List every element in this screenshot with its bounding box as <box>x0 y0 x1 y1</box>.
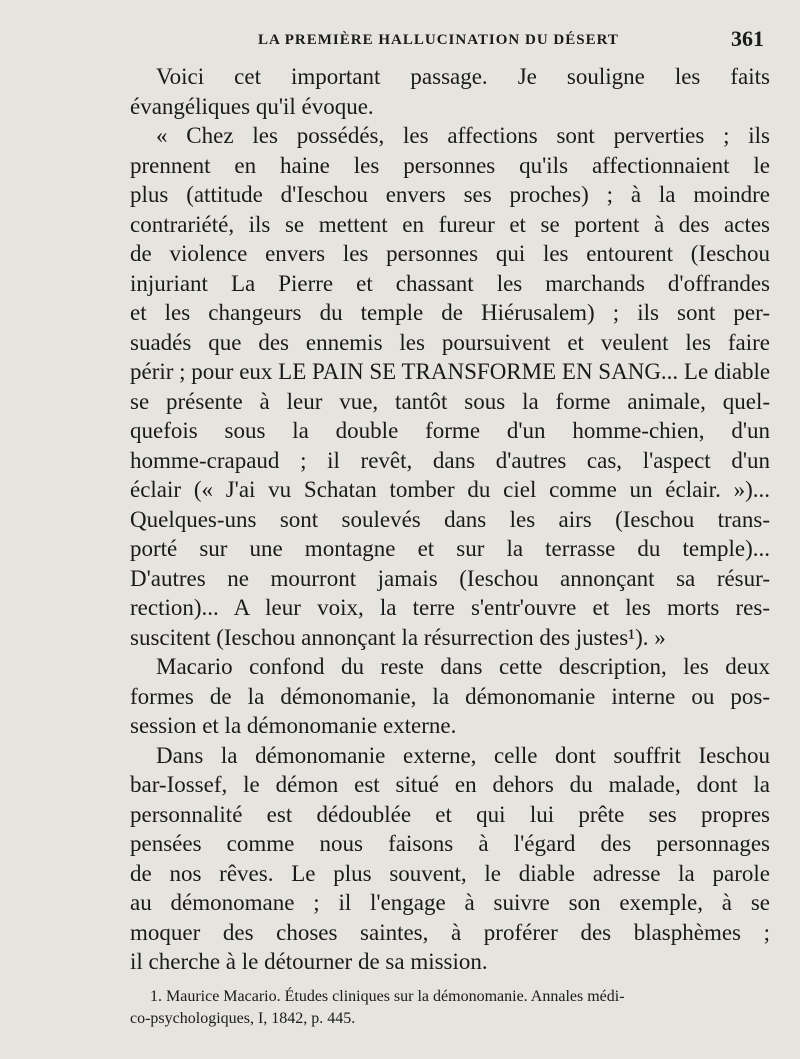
text-line: prennent en haine les personnes qu'ils affectionnaient le <box>130 152 770 178</box>
footnote-line: co-psychologiques, I, 1842, p. 445. <box>130 1010 356 1027</box>
text-line: personnalité est dédoublée et qui lui prête ses propres <box>130 801 770 827</box>
text-line: Quelques-uns sont soulevés dans les airs (Ieschou trans- <box>130 506 770 532</box>
text-line: injuriant La Pierre et chassant les marchands d'offrandes <box>130 270 770 296</box>
text-line: homme-crapaud ; il revêt, dans d'autres cas, l'aspect d'un <box>130 447 770 473</box>
text-line: suadés que des ennemis les poursuivent et veulent les faire <box>130 329 770 355</box>
text-line: se présente à leur vue, tantôt sous la forme animale, quel- <box>130 388 770 414</box>
text-line: de violence envers les personnes qui les entourent (Ieschou <box>130 241 770 266</box>
running-title: LA PREMIÈRE HALLUCINATION DU DÉSERT <box>258 32 619 48</box>
text-line: périr ; pour eux LE PAIN SE TRANSFORME EN SANG... Le diable <box>130 359 771 384</box>
text-line: évangéliques qu'il évoque. <box>130 93 374 119</box>
text-line: de nos rêves. Le plus souvent, le diable adresse la parole <box>130 860 770 886</box>
text-line: au démonomane ; il l'engage à suivre son exemple, à se <box>130 890 770 915</box>
text-line: « Chez les possédés, les affections sont perverties ; ils <box>156 123 770 148</box>
text-line: porté sur une montagne et sur la terrasse du temple)... <box>130 536 770 561</box>
text-line: rection)... A leur voix, la terre s'entr'ouvre et les morts res- <box>130 595 770 620</box>
page-header <box>0 26 800 58</box>
text-line: plus (attitude d'Ieschou envers ses proches) ; à la moindre <box>130 182 770 207</box>
text-line: pensées comme nous faisons à l'égard des personnages <box>130 831 770 856</box>
page-number: 361 <box>731 26 764 51</box>
text-line: Voici cet important passage. Je souligne les faits <box>156 64 770 89</box>
text-line: moquer des choses saintes, à proférer des blasphèmes ; <box>130 919 770 945</box>
footnote-line: 1. Maurice Macario. Études cliniques sur la démonomanie. Annales médi- <box>150 988 625 1005</box>
text-line: bar-Iossef, le démon est situé en dehors du malade, dont la <box>130 772 770 797</box>
text-line: il cherche à le détourner de sa mission. <box>130 949 488 974</box>
text-line: et les changeurs du temple de Hiérusalem) ; ils sont per- <box>130 300 770 325</box>
text-line: contrariété, ils se mettent en fureur et se portent à des actes <box>130 211 770 237</box>
text-line: quefois sous la double forme d'un homme-chien, d'un <box>130 418 770 443</box>
text-line: formes de la démonomanie, la démonomanie interne ou pos- <box>130 683 770 709</box>
text-line: éclair (« J'ai vu Schatan tomber du ciel comme un éclair. »)... <box>130 477 770 502</box>
text-line: Dans la démonomanie externe, celle dont souffrit Ieschou <box>156 742 770 768</box>
text-line: suscitent (Ieschou annonçant la résurrection des justes¹). » <box>130 624 666 650</box>
text-line: D'autres ne mourront jamais (Ieschou annonçant sa résur- <box>130 565 770 591</box>
text-line: Macario confond du reste dans cette description, les deux <box>156 654 770 679</box>
text-line: session et la démonomanie externe. <box>130 713 457 738</box>
